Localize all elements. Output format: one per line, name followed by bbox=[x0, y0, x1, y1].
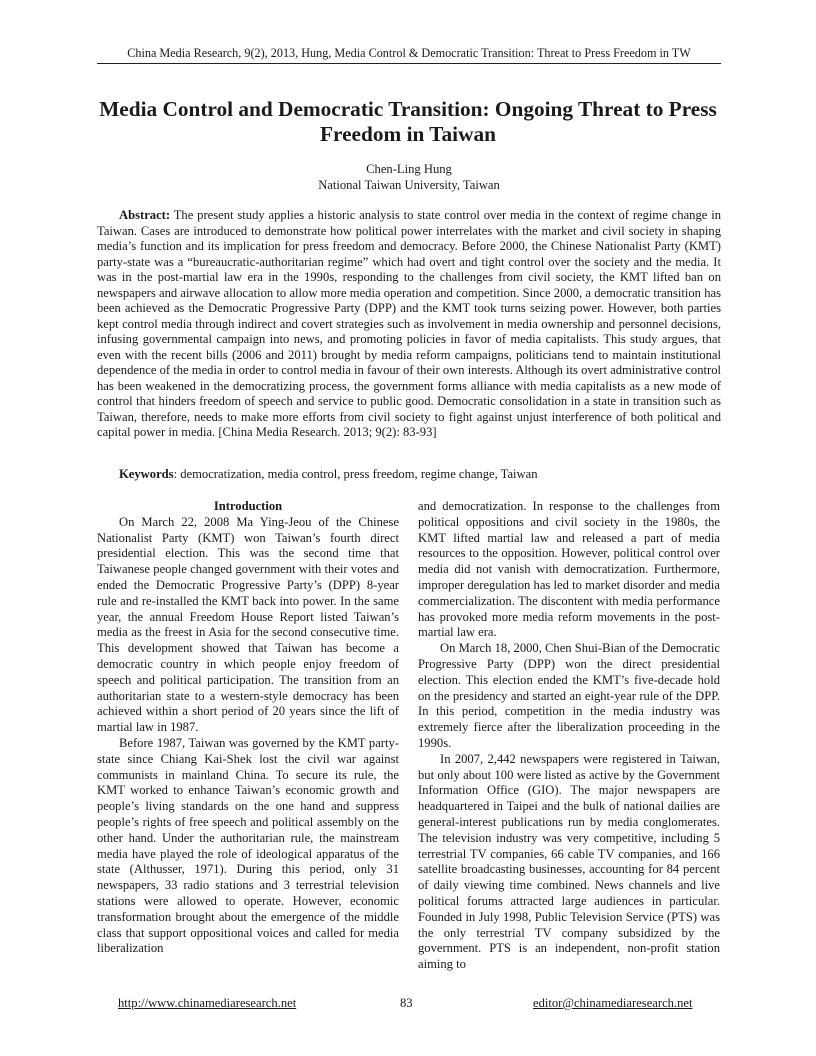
footer-page-number: 83 bbox=[400, 996, 413, 1010]
column-right bbox=[418, 499, 720, 973]
email-link[interactable]: editor@chinamediaresearch.net bbox=[533, 996, 693, 1010]
website-link[interactable]: http://www.chinamediaresearch.net bbox=[118, 996, 297, 1010]
abstract-text: The present study applies a historic analysis to state control over media in the context of regime change in Taiwan. Cases are introduced to demonstrate how political power interrelates with the market and civil society in shaping media’s function and its implication for press freedom and democracy. Before 2000, the Chinese Nationalist Party (KMT) party-state was a “bureaucratic-authoritarian regime” which had overt and tight control over the society and the media. It was in the post-martial law era in the 1990s, responding to the challenges from civil society, the KMT lifted ban on newspapers and airwave allocation to allow more media operation and competition. Since 2000, a democratic transition has been achieved as the Democratic Progressive Party (DPP) and the KMT took turns seizing power. However, both parties kept control media through indirect and covert strategies such as involvement in media ownership and personnel decisions, infusing governmental campaign into news, and promoting policies in favor of media capitalists. This study argues, that even with the recent bills (2006 and 2011) brought by media reform campaigns, politicians tend to maintain institutional dependence of the media in order to control media in favour of their own interests. Although its overt administrative control has been weakened in the democratizing process, the government forms alliance with media capitalists as a new mode of control that hinders freedom of speech and service to public good. Democratic consolidation in a state in transition such as Taiwan, therefore, needs to make more efforts from civil society to fight against unjust interference of both political and capital power in media. [China Media Research. 2013; 9(2): 83-93] bbox=[97, 208, 721, 439]
footer-email bbox=[533, 996, 693, 1011]
footer-website bbox=[118, 996, 296, 1011]
author-affiliation: National Taiwan University, Taiwan bbox=[318, 178, 500, 192]
column-left bbox=[97, 499, 399, 957]
running-header: China Media Research, 9(2), 2013, Hung, Media Control & Democratic Transition: Threat to Press Freedom in TW bbox=[127, 46, 691, 60]
header-rule bbox=[97, 63, 721, 64]
abstract bbox=[97, 208, 721, 441]
paragraph: Before 1987, Taiwan was governed by the KMT party-state since Chiang Kai-Shek lost the civil war against communists in mainland China. To secure its rule, the KMT worked to enhance Taiwan’s economic growth and people’s living standards on the one hand and suppress people’s rights of free speech and political assembly on the other hand. Under the authoritarian rule, the mainstream media have played the role of ideological apparatus of the state (Althusser, 1971). During this period, only 31 newspapers, 33 radio stations and 3 terrestrial television stations were allowed to operate. However, economic transformation brought about the emergence of the middle class that support oppositional voices and called for media liberalization bbox=[97, 735, 399, 956]
keywords-label: Keywords bbox=[119, 467, 174, 481]
author-name: Chen-Ling Hung bbox=[366, 162, 452, 176]
abstract-label: Abstract: bbox=[119, 208, 171, 222]
keywords-text: : democratization, media control, press freedom, regime change, Taiwan bbox=[173, 467, 538, 481]
paragraph: In 2007, 2,442 newspapers were registered in Taiwan, but only about 100 were listed as active by the Government Information Office (GIO). The major newspapers are headquartered in Taipei and the bulk of national dailies are general-interest publications run by media conglomerates. The television industry was very competitive, including 5 terrestrial TV companies, 66 cable TV companies, and 166 satellite broadcasting businesses, accounting for 84 percent of daily viewing time combined. News channels and live political forums attracted large audiences in particular. Founded in July 1998, Public Television Service (PTS) was the only terrestrial TV company subsidized by the government. PTS is an independent, non-profit station aiming to bbox=[418, 751, 720, 972]
paragraph: On March 18, 2000, Chen Shui-Bian of the Democratic Progressive Party (DPP) won the direct presidential election. This election ended the KMT’s five-decade hold on the presidency and started an eight-year rule of the DPP. In this period, competition in the media industry was extremely fierce after the liberalization proceeding in the 1990s. bbox=[418, 641, 720, 750]
article-title: Media Control and Democratic Transition: Ongoing Threat to Press Freedom in Taiwan bbox=[99, 97, 717, 146]
section-heading-introduction: Introduction bbox=[213, 499, 283, 513]
keywords bbox=[97, 467, 721, 483]
paragraph: On March 22, 2008 Ma Ying-Jeou of the Chinese Nationalist Party (KMT) won Taiwan’s fourth direct presidential election. This was the second time that Taiwanese people changed government with their votes and ended the Democratic Progressive Party’s (DPP) 8-year rule and re-installed the KMT back into power. In the same year, the annual Freedom House Report listed Taiwan’s media as the freest in Asia for the second consecutive time. This development showed that Taiwan has become a democratic country in which people enjoy freedom of speech and political participation. The transition from an authoritarian state to a western-style democracy has been achieved within a short period of 20 years since the lift of martial law in 1987. bbox=[97, 514, 399, 735]
paragraph: and democratization. In response to the challenges from political oppositions and civil society in the 1980s, the KMT lifted martial law and released a part of media resources to the opposition. However, political control over media did not vanish with democratization. Furthermore, improper deregulation has led to market disorder and media commercialization. The discontent with media performance has provoked more media reform movements in the post-martial law era. bbox=[418, 499, 720, 640]
